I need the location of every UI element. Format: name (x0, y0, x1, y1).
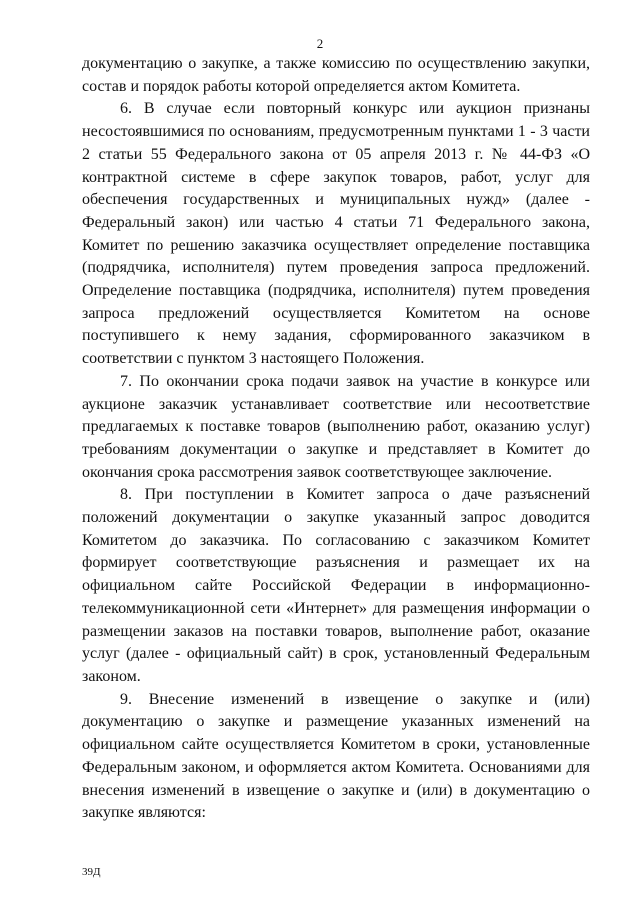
paragraph-item-8: 8. При поступлении в Комитет запроса о даче разъяснений положений документации о закупке указанный запрос доводится Комитетом до заказчика. По согласованию с заказчиком Комитет формирует соответствующие разъяснения и размещает их на официальном сайте Российской Федерации в информационно-телекоммуникационной сети «Интернет» для размещения информации о размещении заказов на поставки товаров, выполнение работ, оказание услуг (далее - официальный сайт) в срок, установленный Федеральным законом. (82, 486, 590, 685)
document-code: 39Д (82, 866, 101, 878)
paragraph-item-7: 7. По окончании срока подачи заявок на участие в конкурсе или аукционе заказчик устанавливает соответствие или несоответствие предлагаемых к поставке товаров (выполнению работ, оказанию услуг) требованиям документации о закупке и представляет в Комитет до окончания срока рассмотрения заявок соответствующее заключение. (82, 372, 590, 481)
paragraph-item-9: 9. Внесение изменений в извещение о закупке и (или) документацию о закупке и размещение указанных изменений на официальном сайте осуществляется Комитетом в сроки, установленные Федеральным законом, и оформляется актом Комитета. Основаниями для внесения изменений в извещение о закупке и (или) в документацию о закупке являются: (82, 690, 590, 822)
paragraph-item-6: 6. В случае если повторный конкурс или аукцион признаны несостоявшимися по основаниям, предусмотренным пунктами 1 - 3 части 2 статьи 55 Федерального закона от 05 апреля 2013 г. № 44-ФЗ «О контрактной системе в сфере закупок товаров, работ, услуг для обеспечения государственных и муниципальных нужд» (далее - Федеральный закон) или частью 4 статьи 71 Федерального закона, Комитет по решению заказчика осуществляет определение поставщика (подрядчика, исполнителя) путем проведения запроса предложений. Определение поставщика (подрядчика, исполнителя) путем проведения запроса предложений осуществляется Комитетом на основе поступившего к нему задания, сформированного заказчиком в соответствии с пунктом 3 настоящего Положения. (82, 100, 590, 368)
document-body (82, 53, 590, 825)
paragraph-continuation: документацию о закупке, а также комиссию по осуществлению закупки, состав и порядок работы которой определяется актом Комитета. (82, 55, 590, 95)
page-number: 2 (316, 36, 324, 51)
